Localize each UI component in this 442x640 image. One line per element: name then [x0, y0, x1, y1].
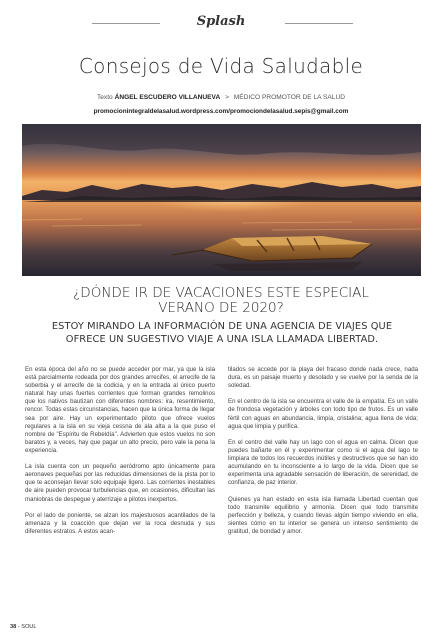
- subhead-line-2: OFRECE UN SUGESTIVO VIAJE A UNA ISLA LLAMADA LIBERTAD.: [65, 334, 379, 345]
- hero-image: [22, 124, 421, 276]
- contact-line: promocionintegraldelasalud.wordpress.com/promociondelasalud.sepis@gmail.com: [93, 108, 349, 115]
- body-paragraph: En el centro de la isla se encuentra el valle de la empatía. Es un valle de frondosa vegetación y árboles con todo tipo de frutos. Es un valle fértil con aguas en abundancia, limpia, cristalina; agua llena de vida; agua que limpia y purifica.: [228, 398, 418, 430]
- body-column-left: [25, 366, 215, 544]
- magazine-name: SOUL: [21, 624, 37, 630]
- section-header: [0, 14, 442, 34]
- byline-prefix: Texto: [96, 94, 113, 101]
- body-paragraph: Quienes ya han estado en esta isla llamada Libertad cuentan que todo transmite equilibrio y armonía. Dicen que todo transmite perfección y belleza, y cuando llevas algún tiempo viviendo en ella, sientes cómo en tu interior se genera un intenso sentimiento de gratitud, de bondad y amor.: [228, 495, 418, 535]
- sunset-lake-boat-illustration: [22, 124, 421, 276]
- body-paragraph: En el centro del valle hay un lago con el agua en calma. Dicen que puedes bañarte en él y experimentar como si el agua del lago te limpiara de todos los recuerdos inútiles y destructivos que se han ido acumulando en tu inconsciente a lo largo de la vida. Dicen que se experimenta una agradable sensación de liberación, de serenidad, de confianza, de paz interior.: [228, 438, 418, 487]
- author-name: ÁNGEL ESCUDERO VILLANUEVA: [114, 94, 221, 101]
- headline-line-2: VERANO DE 2020?: [158, 300, 284, 316]
- author-role: MÉDICO PROMOTOR DE LA SALUD: [233, 94, 346, 101]
- page-number: 38: [10, 624, 17, 630]
- body-paragraph: tilados se accede por la playa del fracaso donde nada crece, nada dura, es un paisaje muerto y desolado y se vuelve por la senda de la soledad.: [228, 366, 418, 390]
- article-headline: [30, 286, 412, 316]
- folio-separator: -: [16, 624, 22, 630]
- headline-line-1: ¿DÓNDE IR DE VACACIONES ESTE ESPECIAL: [73, 285, 369, 301]
- subhead-line-1: ESTOY MIRANDO LA INFORMACIÓN DE UNA AGENCIA DE VIAJES QUE: [51, 321, 393, 332]
- byline: [0, 94, 442, 101]
- article-title: Consejos de Vida Saludable: [78, 54, 364, 78]
- header-rule-right: [285, 23, 353, 24]
- article-subhead: [36, 320, 408, 346]
- page-folio: [10, 624, 36, 630]
- body-column-right: [228, 366, 418, 544]
- byline-separator: >: [225, 94, 229, 101]
- body-paragraph: Por el lado de poniente, se alzan los majestuosos acantilados de la amenaza y la coacción que dejan ver la roca desnuda y sus diferentes estratos. A estos acan-: [25, 511, 215, 535]
- body-paragraph: En esta época del año no se puede acceder por mar, ya que la isla está parcialmente rodeada por dos grandes arrecifes, el arrecife de la soberbia y el arrecife de la codicia, y en la entrada al único puerto natural hay unas fuertes corrientes que forman grandes remolinos que los nativos bautizan con diferentes nombres: ira, resentimiento, rencor. Todas estas circunstancias, hacen que la única forma de llegar sea por aire. Hay un experimentado piloto que ofrece vuelos regulares a la isla en su vieja cessna de ala alta a la que puso el nombre de "Espíritu de Rebeldía". Advierten que estos vuelos no son baratos y, a veces, hay que pagar un alto precio, pero vale la pena la experiencia.: [25, 366, 215, 454]
- body-paragraph: La isla cuenta con un pequeño aeródromo apto únicamente para aeronaves pequeñas por las reducidas dimensiones de la pista por lo que te aconsejan llevar solo equipaje ligero. Las corrientes inestables de aire pueden provocar turbulencias que, en ocasiones, dificultan las maniobras de despegue y aterrizaje a pilotos inexpertos.: [25, 463, 215, 503]
- section-label: Splash: [196, 14, 246, 29]
